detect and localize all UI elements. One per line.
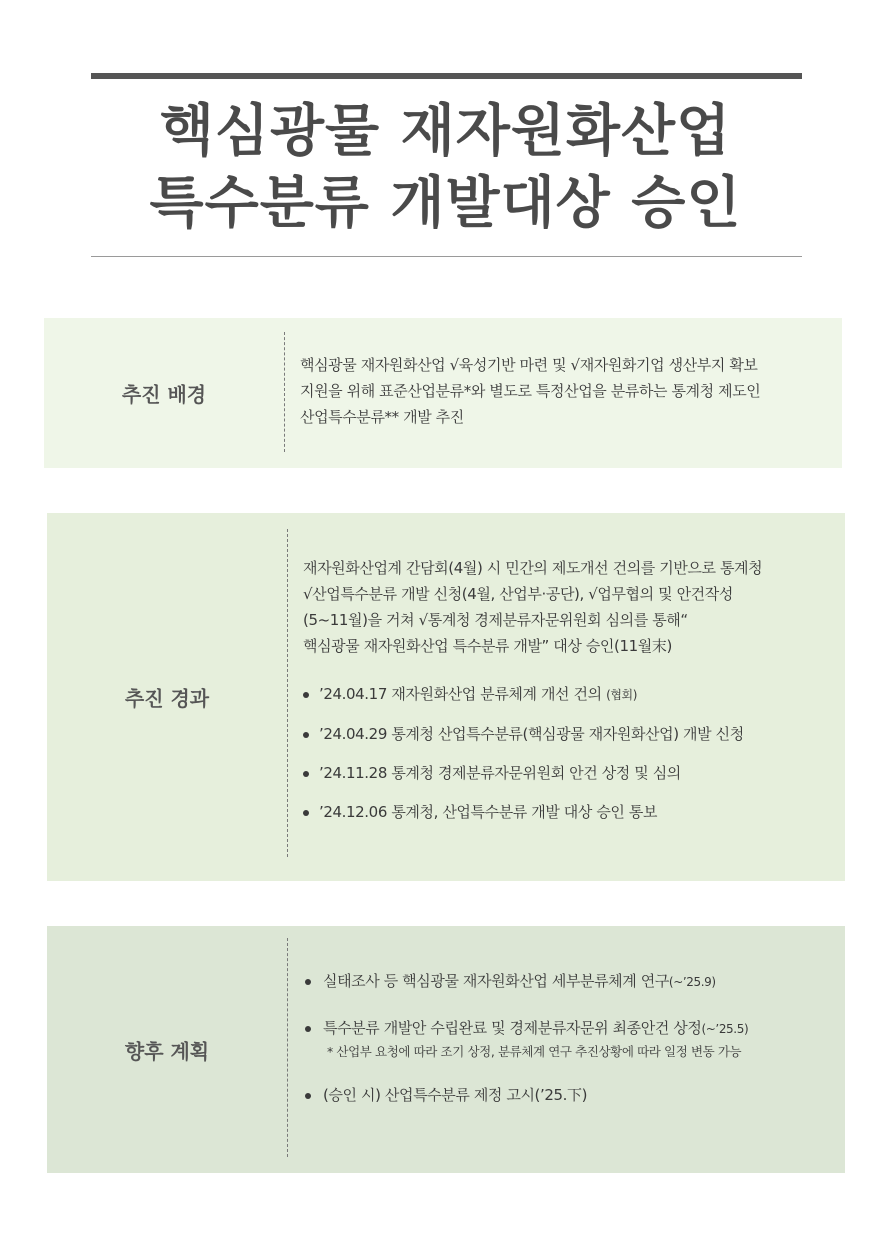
section-divider (287, 529, 288, 857)
plan-footnote: * 산업부 요청에 따라 조기 상정, 분류체계 연구 추진상황에 따라 일정 변동 가능 (327, 1044, 742, 1059)
plan-item-period: (~’25.9) (668, 975, 716, 989)
plan-item-text: (승인 시) 산업특수분류 제정 고시(’25.下) (323, 1086, 588, 1104)
background-line: 산업특수분류** 개발 추진 (300, 408, 464, 426)
plan-item (305, 1015, 831, 1062)
progress-line: 핵심광물 재자원화산업 특수분류 개발” 대상 승인(11월末) (303, 637, 672, 655)
background-line: 핵심광물 재자원화산업 √육성기반 마련 및 √재자원화기업 생산부지 확보 (300, 356, 758, 374)
section-plan-label: 향후 계획 (124, 1039, 210, 1063)
section-divider (284, 332, 285, 452)
plan-item-text: 실태조사 등 핵심광물 재자원화산업 세부분류체계 연구 (323, 972, 669, 990)
timeline-item (303, 760, 831, 786)
progress-line: (5~11월)을 거쳐 √통계청 경제분류자문위원회 심의를 통해“ (303, 611, 688, 629)
page-title-line-1: 핵심광물 재자원화산업 (159, 99, 732, 164)
timeline-item-note: (협회) (606, 688, 638, 702)
plan-item-text: 특수분류 개발안 수립완료 및 경제분류자문위 최종안건 상정 (323, 1019, 702, 1037)
section-background (44, 318, 842, 468)
section-progress-label: 추진 경과 (124, 686, 210, 711)
plan-item (305, 968, 831, 995)
page-title-line-2: 특수분류 개발대상 승인 (149, 171, 742, 236)
title-bottom-rule (91, 256, 802, 257)
progress-timeline-list (303, 681, 831, 825)
progress-line: 재자원화산업계 간담회(4월) 시 민간의 제도개선 건의를 기반으로 통계청 (303, 559, 763, 577)
section-plan-content (305, 968, 831, 1108)
section-plan (47, 926, 845, 1173)
section-divider (287, 938, 288, 1157)
section-progress (47, 513, 845, 881)
timeline-item-text: ’24.11.28 통계청 경제분류자문위원회 안건 상정 및 심의 (319, 764, 681, 782)
timeline-item (303, 799, 831, 825)
section-background-content (300, 352, 828, 430)
title-top-rule (91, 73, 802, 79)
timeline-item-text: ’24.12.06 통계청, 산업특수분류 개발 대상 승인 통보 (319, 803, 658, 821)
timeline-item (303, 681, 831, 708)
plan-item (305, 1082, 831, 1108)
section-background-label: 추진 배경 (121, 382, 207, 407)
progress-line: √산업특수분류 개발 신청(4월, 산업부·공단), √업무협의 및 안건작성 (303, 585, 733, 603)
timeline-item (303, 721, 831, 747)
timeline-item-text: ’24.04.17 재자원화산업 분류체계 개선 건의 (319, 685, 607, 703)
section-progress-content (303, 555, 831, 838)
page-title (0, 96, 891, 240)
background-line: 지원을 위해 표준산업분류*와 별도로 특정산업을 분류하는 통계청 제도인 (300, 382, 761, 400)
timeline-item-text: ’24.04.29 통계청 산업특수분류(핵심광물 재자원화산업) 개발 신청 (319, 725, 744, 743)
plan-item-period: (~’25.5) (701, 1022, 749, 1036)
plan-list (305, 968, 831, 1108)
